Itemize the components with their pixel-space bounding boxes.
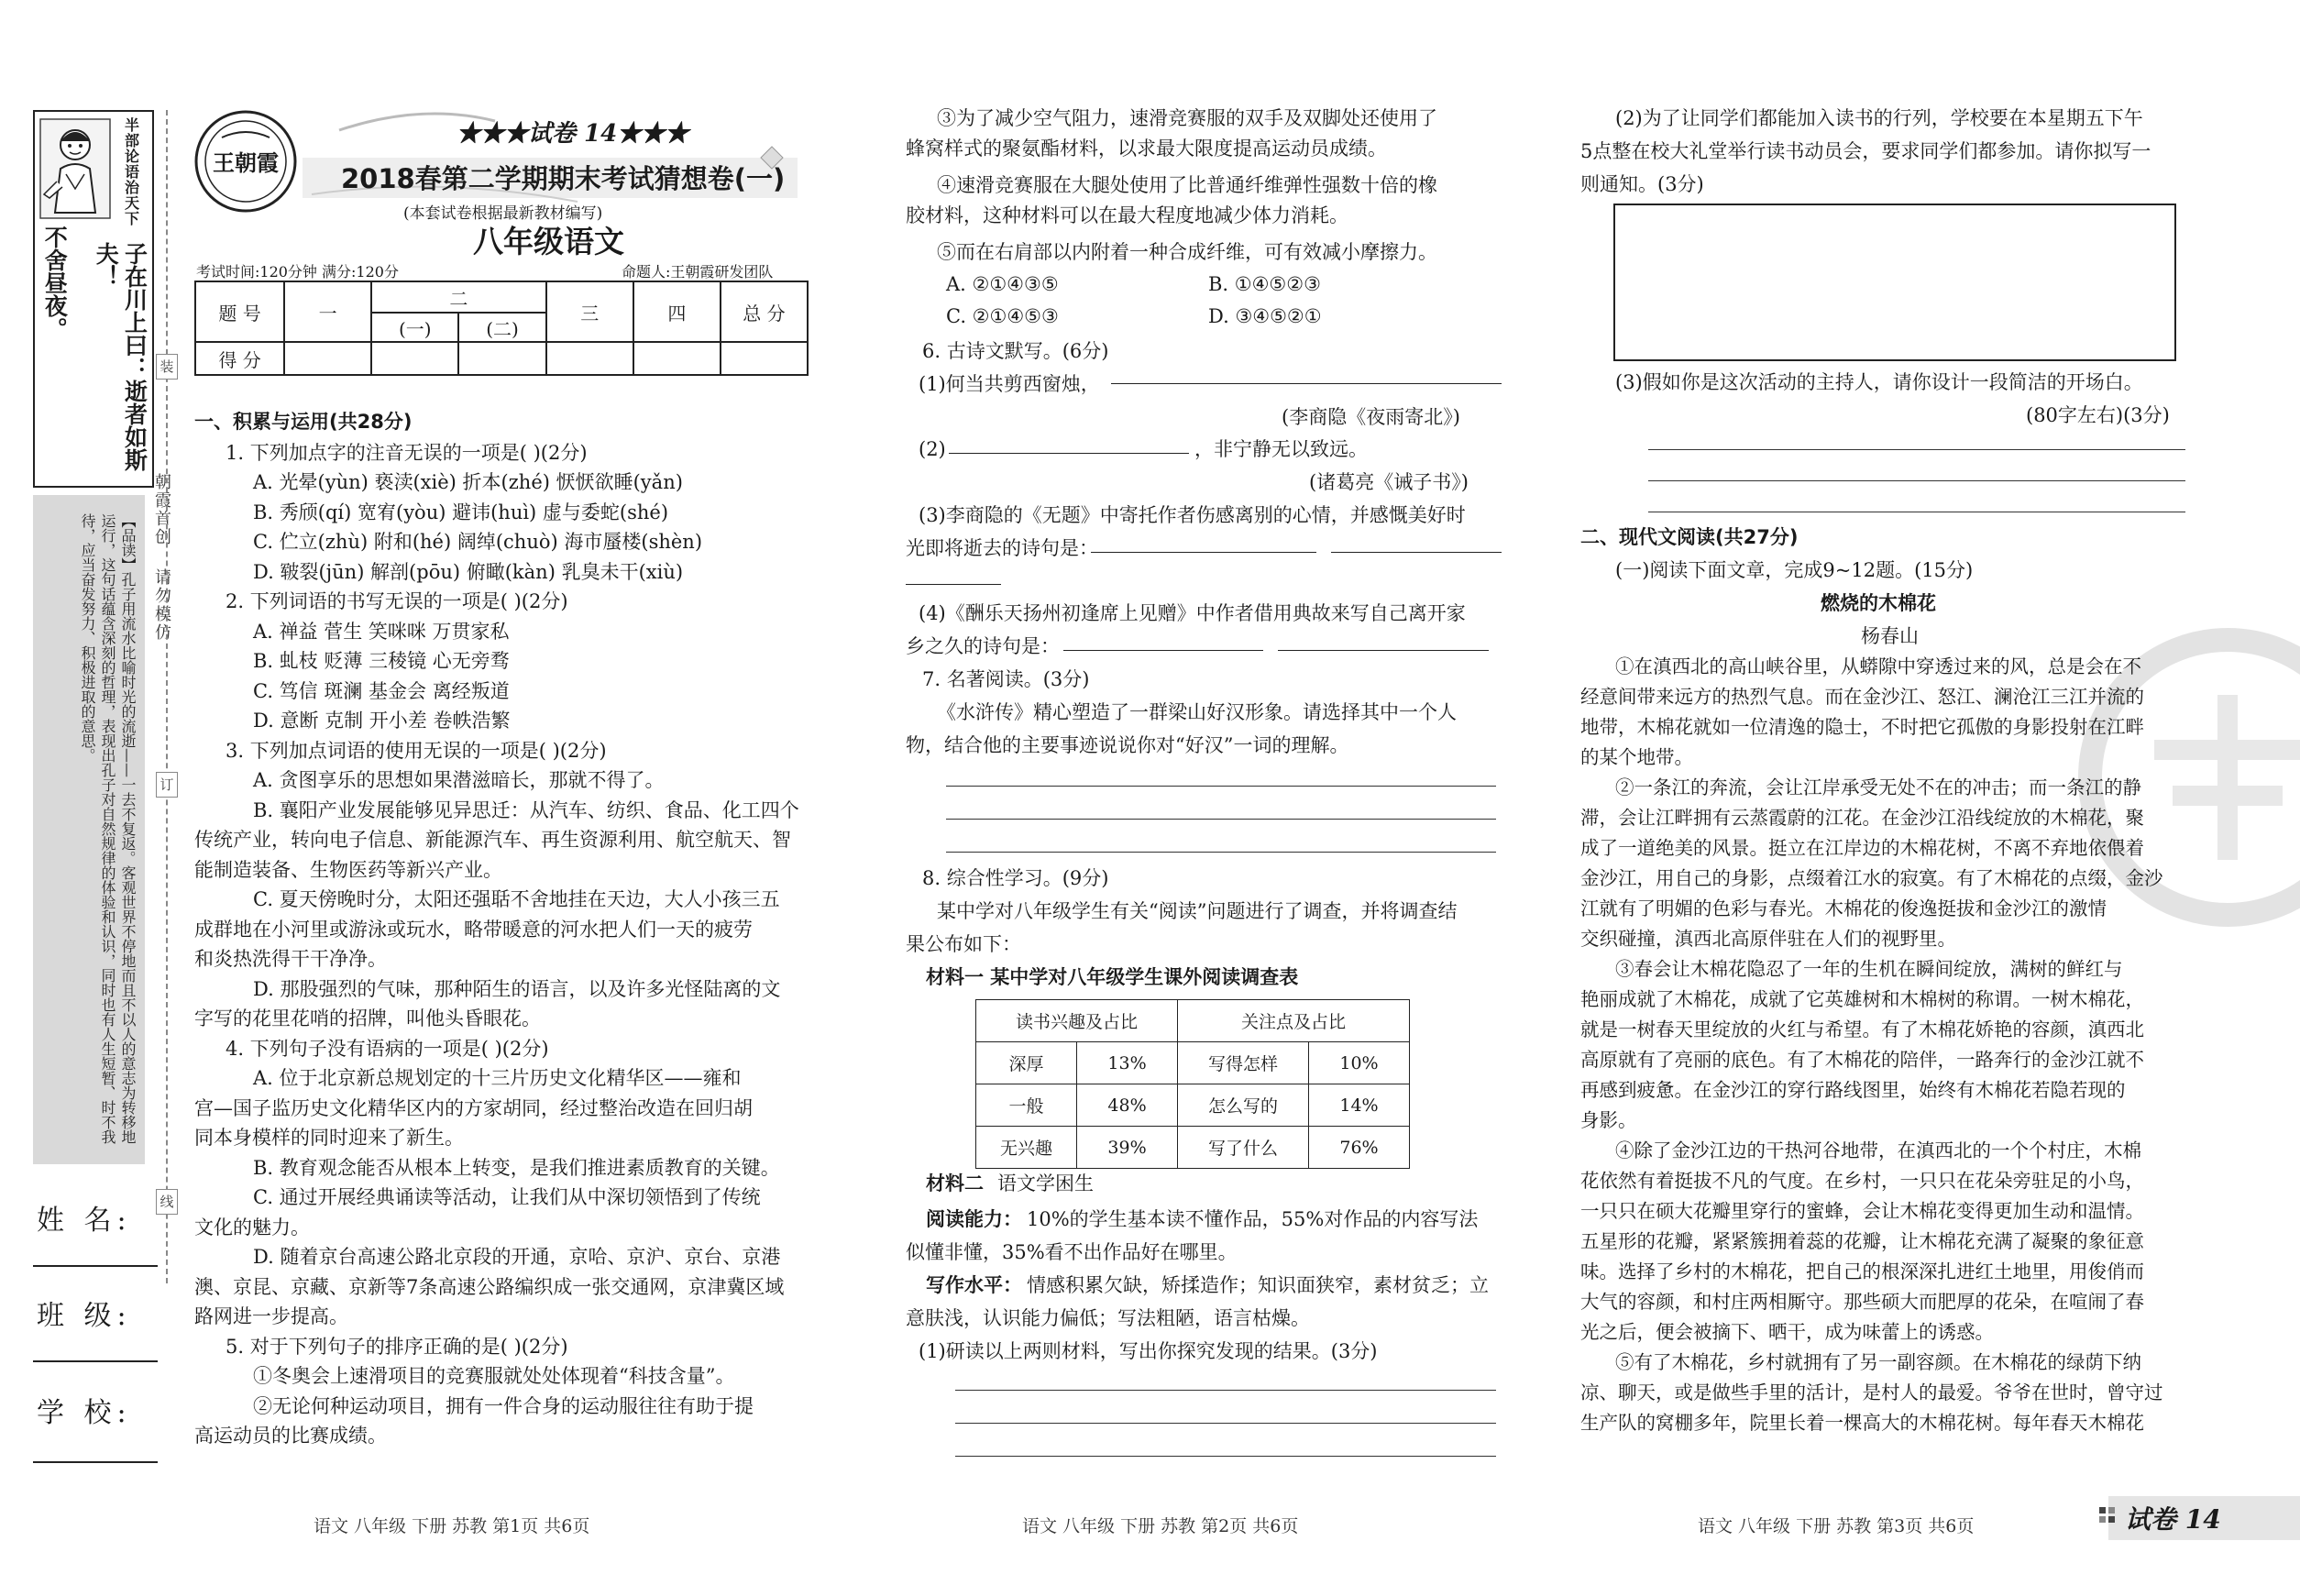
footer-page-2: 语文 八年级 下册 苏教 第2页 共6页 bbox=[1022, 1516, 1299, 1536]
text-line: 8. 综合性学习。(9分) bbox=[922, 867, 1109, 889]
quote-text: 子在川上曰：逝者如斯夫！ bbox=[93, 242, 149, 471]
text-line: B. 襄阳产业发展能够见异思迁：从汽车、纺织、食品、化工四个 bbox=[253, 799, 799, 821]
score-cell-total[interactable] bbox=[721, 342, 808, 375]
survey-cell: 怎么写的 bbox=[1178, 1084, 1309, 1127]
score-cell-4[interactable] bbox=[633, 342, 721, 375]
text-line: 似懂非懂，35%看不出作品好在哪里。 bbox=[906, 1241, 1238, 1263]
answer-line-8-2[interactable] bbox=[955, 1423, 1496, 1424]
answer-blank-6-4a[interactable] bbox=[1063, 650, 1263, 651]
side-note-2: 请勿模仿 bbox=[152, 568, 171, 642]
confucius-illustration bbox=[39, 117, 112, 220]
text-line: A. ②①④③⑤ bbox=[946, 273, 1059, 295]
text-line: 物，结合他的主要事迹说说你对“好汉”一词的理解。 bbox=[906, 734, 1349, 756]
exam-info: 考试时间:120分钟 满分:120分 bbox=[196, 263, 399, 281]
text-line: 一、积累与运用(共28分) bbox=[194, 411, 413, 433]
text-line: (4)《酬乐天扬州初逢席上见赠》中作者借用典故来写自己离开家 bbox=[919, 602, 1466, 624]
score-header-1: 一 bbox=[284, 281, 371, 342]
answer-blank-6-1[interactable] bbox=[1111, 383, 1502, 384]
analysis-text: 【品读】孔子用流水比喻时光的流逝——一去不复返。客观世界不停地而且不以人的意志为转移地运行，这句话蕴含深刻的哲理，表现出孔子对自然规律的体验和认识，同时也有人生短暂、时不我待，应当奋发努力、积极进取的意思。 bbox=[79, 513, 137, 1144]
answer-blank-6-3a[interactable] bbox=[1091, 552, 1316, 553]
answer-blank-6-3c[interactable] bbox=[906, 584, 1001, 585]
sidebar-quote-box bbox=[33, 110, 154, 488]
score-header-2: 二 bbox=[371, 281, 546, 313]
text-line: (3)假如你是这次活动的主持人，请你设计一段简洁的开场白。 bbox=[1615, 371, 2143, 393]
text-line: 路网进一步提高。 bbox=[194, 1305, 348, 1327]
survey-cell: 10% bbox=[1308, 1042, 1409, 1084]
score-cell-2a[interactable] bbox=[371, 342, 458, 375]
survey-cell: 76% bbox=[1308, 1127, 1409, 1169]
text-line: 写作水平： bbox=[926, 1274, 1022, 1296]
text-line: 情感积累欠缺，矫揉造作；知识面狭窄，素材贫乏；立 bbox=[1027, 1274, 1489, 1296]
score-cell-2b[interactable] bbox=[458, 342, 545, 375]
text-line: 大气的容颜，和村庄两相厮守。那些硕大而肥厚的花朵，在喧闹了春 bbox=[1580, 1291, 2144, 1313]
text-line: (2)为了让同学们都能加入读书的行列，学校要在本星期五下午 bbox=[1615, 107, 2143, 129]
text-line: 材料二 bbox=[926, 1172, 984, 1194]
name-label: 姓 名: bbox=[37, 1205, 132, 1237]
text-line: 就是一树春天里绽放的火红与希望。有了木棉花娇艳的容颜，滇西北 bbox=[1580, 1018, 2144, 1040]
text-line: D. 意断 克制 开小差 卷帙浩繁 bbox=[253, 710, 511, 732]
answer-line-8-3[interactable] bbox=[955, 1456, 1496, 1457]
text-line: ④速滑竞赛服在大腿处使用了比普通纤维弹性强数十倍的橡 bbox=[937, 174, 1437, 196]
survey-header-focus: 关注点及占比 bbox=[1178, 1000, 1410, 1042]
text-line: D. 那股强烈的气味，那种陌生的语言，以及许多光怪陆离的文 bbox=[253, 978, 781, 1000]
text-line: 阅读能力： bbox=[926, 1208, 1022, 1230]
text-line: 胶材料，这种材料可以在最大程度地减少体力消耗。 bbox=[906, 204, 1348, 226]
text-line: (2) bbox=[919, 438, 946, 460]
survey-cell: 写得怎样 bbox=[1178, 1042, 1309, 1084]
answer-line-7-1[interactable] bbox=[946, 786, 1496, 787]
survey-cell: 一般 bbox=[976, 1084, 1077, 1127]
text-line: 澳、京昆、京藏、京新等7条高速公路编织成一张交通网，京津冀区域 bbox=[194, 1276, 785, 1298]
score-header-label: 题 号 bbox=[195, 281, 284, 342]
exam-subtitle: (本套试卷根据最新教材编写) bbox=[403, 204, 603, 223]
text-line: 成了一道绝美的风景。挺立在江岸边的木棉花树，不离不弃地依偎着 bbox=[1580, 837, 2144, 859]
text-line: D. 皲裂(jūn) 解剖(pōu) 俯瞰(kàn) 乳臭未干(xiù) bbox=[253, 561, 684, 583]
notice-answer-box[interactable] bbox=[1613, 204, 2176, 361]
exam-title: 2018春第二学期期末考试猜想卷(一) bbox=[341, 163, 786, 194]
exam-author: 命题人:王朝霞研发团队 bbox=[622, 263, 774, 281]
corner-grid-icon bbox=[2099, 1507, 2116, 1524]
school-label: 学 校: bbox=[37, 1397, 132, 1429]
answer-line-8-3-1[interactable] bbox=[1648, 449, 2185, 450]
text-line: 花依然有着挺拔不凡的气度。在乡村，一只只在花朵旁驻足的小鸟， bbox=[1580, 1170, 2144, 1192]
text-line: 二、现代文阅读(共27分) bbox=[1580, 526, 1799, 548]
score-sub-1: (一) bbox=[371, 313, 458, 342]
text-line: 高运动员的比赛成绩。 bbox=[194, 1425, 387, 1447]
answer-blank-6-4b[interactable] bbox=[1278, 650, 1489, 651]
subject-title: 八年级语文 bbox=[473, 224, 624, 259]
score-sub-2: (二) bbox=[458, 313, 545, 342]
cut-mark-2: 订 bbox=[156, 772, 178, 798]
text-line: 高原就有了亮丽的底色。有了木棉花的陪伴，一路奔行的金沙江就不 bbox=[1580, 1049, 2144, 1071]
text-line: 7. 名著阅读。(3分) bbox=[922, 668, 1090, 690]
text-line: (诸葛亮《诫子书》) bbox=[1309, 471, 1469, 493]
publisher-logo bbox=[194, 110, 297, 213]
cut-line bbox=[166, 110, 168, 1283]
text-line: (3)李商隐的《无题》中寄托作者伤感离别的心情，并感慨美好时 bbox=[919, 504, 1466, 526]
survey-cell: 无兴趣 bbox=[976, 1127, 1077, 1169]
survey-header-interest: 读书兴趣及占比 bbox=[976, 1000, 1178, 1042]
survey-cell: 写了什么 bbox=[1178, 1127, 1309, 1169]
text-line: 《水浒传》精心塑造了一群梁山好汉形象。请选择其中一个人 bbox=[937, 701, 1457, 723]
side-note-1: 朝霞首创 bbox=[152, 473, 171, 546]
text-line: A. 光晕(yùn) 亵渎(xiè) 折本(zhé) 恹恹欲睡(yǎn) bbox=[253, 471, 683, 493]
text-line: B. ①④⑤②③ bbox=[1208, 273, 1321, 295]
answer-blank-6-2[interactable] bbox=[949, 453, 1189, 454]
text-line: (一)阅读下面文章，完成9~12题。(15分) bbox=[1615, 559, 1974, 581]
text-line: 材料一 某中学对八年级学生课外阅读调查表 bbox=[926, 966, 1299, 988]
text-line: 3. 下列加点词语的使用无误的一项是( )(2分) bbox=[226, 740, 607, 762]
text-line: 艳丽成就了木棉花，成就了它英雄树和木棉树的称谓。一树木棉花， bbox=[1580, 988, 2144, 1010]
text-line: 果公布如下： bbox=[906, 933, 1021, 955]
text-line: 能制造装备、生物医药等新兴产业。 bbox=[194, 859, 502, 881]
text-line: A. 位于北京新总规划定的十三片历史文化精华区——雍和 bbox=[253, 1067, 742, 1089]
paper-number: ★★★试卷 14★★★ bbox=[457, 120, 689, 148]
class-label: 班 级: bbox=[37, 1300, 132, 1332]
cut-mark-1: 装 bbox=[156, 354, 178, 380]
text-line: (李商隐《夜雨寄北》) bbox=[1282, 406, 1460, 428]
text-line: 身影。 bbox=[1580, 1109, 1637, 1131]
name-line[interactable] bbox=[33, 1265, 158, 1267]
text-line: A. 禅益 菅生 笑咪咪 万贯家私 bbox=[253, 621, 510, 643]
cut-mark-3: 线 bbox=[156, 1189, 178, 1215]
score-header-total: 总 分 bbox=[721, 281, 808, 342]
text-line: 和炎热洗得干干净净。 bbox=[194, 948, 387, 970]
text-line: 10%的学生基本读不懂作品，55%对作品的内容写法 bbox=[1027, 1208, 1479, 1230]
text-line: B. 秀颀(qí) 宽宥(yòu) 避讳(huì) 虚与委蛇(shé) bbox=[253, 501, 669, 523]
text-line: 的某个地带。 bbox=[1580, 746, 1693, 768]
text-line: D. 随着京台高速公路北京段的开通，京哈、京沪、京台、京港 bbox=[253, 1246, 781, 1268]
survey-cell: 深厚 bbox=[976, 1042, 1077, 1084]
text-line: 交织碰撞，滇西北高原伴驻在人们的视野里。 bbox=[1580, 928, 1956, 950]
corner-badge: 试卷 14 bbox=[2125, 1504, 2221, 1535]
text-line: B. 教育观念能否从根本上转变，是我们推进素质教育的关键。 bbox=[253, 1157, 780, 1179]
text-line: 1. 下列加点字的注音无误的一项是( )(2分) bbox=[226, 442, 588, 464]
survey-cell: 39% bbox=[1077, 1127, 1178, 1169]
text-line: B. 虬枝 贬薄 三稜镜 心无旁骛 bbox=[253, 650, 510, 672]
text-line: 燃烧的木棉花 bbox=[1821, 592, 1936, 614]
text-line: 文化的魅力。 bbox=[194, 1216, 310, 1238]
text-line: 一只只在硕大花瓣里穿行的蜜蜂，会让木棉花变得更加生动和温情。 bbox=[1580, 1200, 2144, 1222]
text-line: 再感到疲惫。在金沙江的穿行路线图里，始终有木棉花若隐若现的 bbox=[1580, 1079, 2126, 1101]
text-line: 4. 下列句子没有语病的一项是( )(2分) bbox=[226, 1038, 549, 1060]
answer-line-7-3[interactable] bbox=[946, 852, 1496, 853]
text-line: ②一条江的奔流，会让江岸承受无处不在的冲击；而一条江的静 bbox=[1615, 776, 2141, 798]
score-cell-3[interactable] bbox=[546, 342, 633, 375]
text-line: 语文学困生 bbox=[997, 1172, 1094, 1194]
text-line: 成群地在小河里或游泳或玩水，略带暖意的河水把人们一天的疲劳 bbox=[194, 919, 753, 941]
text-line: 光之后，便会被摘下、晒干，成为味蕾上的诱惑。 bbox=[1580, 1321, 1994, 1343]
text-line: 江就有了明媚的色彩与春光。木棉花的俊逸挺拔和金沙江的激情 bbox=[1580, 897, 2107, 919]
text-line: 杨春山 bbox=[1861, 625, 1919, 647]
text-line: 金沙江，用自己的身影，点缀着江水的寂寞。有了木棉花的点缀，金沙 bbox=[1580, 867, 2163, 889]
school-line[interactable] bbox=[33, 1461, 158, 1463]
text-line: ③春会让木棉花隐忍了一年的生机在瞬间绽放，满树的鲜红与 bbox=[1615, 958, 2123, 980]
text-line: 蜂窝样式的聚氨酯材料，以求最大限度提高运动员成绩。 bbox=[906, 138, 1387, 160]
text-line: C. ②①④⑤③ bbox=[946, 305, 1059, 327]
text-line: 则通知。(3分) bbox=[1580, 173, 1704, 195]
text-line: ⑤有了木棉花，乡村就拥有了另一副容颜。在木棉花的绿荫下纳 bbox=[1615, 1351, 2141, 1373]
text-line: 光即将逝去的诗句是： bbox=[906, 537, 1098, 559]
score-table bbox=[194, 281, 809, 376]
text-line: C. 伫立(zhù) 附和(hé) 阔绰(chuò) 海市蜃楼(shèn) bbox=[253, 531, 703, 553]
footer-page-1: 语文 八年级 下册 苏教 第1页 共6页 bbox=[314, 1516, 590, 1536]
text-line: 味。选择了乡村的木棉花，把自己的根深深扎进红土地里，用俊俏而 bbox=[1580, 1260, 2144, 1282]
text-line: ，非宁静无以致远。 bbox=[1194, 438, 1368, 460]
text-line: 滞，会让江畔拥有云蒸霞蔚的江花。在金沙江沿线绽放的木棉花，聚 bbox=[1580, 807, 2144, 829]
text-line: 经意间带来远方的热烈气息。而在金沙江、怒江、澜沧江三江并流的 bbox=[1580, 686, 2144, 708]
text-line: 某中学对八年级学生有关“阅读”问题进行了调查，并将调查结 bbox=[937, 900, 1458, 922]
text-line: 同本身模样的同时迎来了新生。 bbox=[194, 1127, 464, 1149]
answer-blank-6-3b[interactable] bbox=[1331, 552, 1502, 553]
text-line: ①冬奥会上速滑项目的竞赛服就处处体现着“科技含量”。 bbox=[253, 1365, 735, 1387]
score-header-4: 四 bbox=[633, 281, 721, 342]
survey-cell: 48% bbox=[1077, 1084, 1178, 1127]
text-line: (1)研读以上两则材料，写出你探究发现的结果。(3分) bbox=[919, 1340, 1378, 1362]
answer-line-7-2[interactable] bbox=[946, 819, 1496, 820]
text-line: 5. 对于下列句子的排序正确的是( )(2分) bbox=[226, 1336, 568, 1358]
class-line[interactable] bbox=[33, 1360, 158, 1362]
text-line: C. 夏天傍晚时分，太阳还强聒不舍地挂在天边，大人小孩三五 bbox=[253, 888, 780, 910]
survey-table bbox=[975, 999, 1410, 1169]
logo-text: 王朝霞 bbox=[213, 149, 279, 176]
text-line: ④除了金沙江边的干热河谷地带，在滇西北的一个个村庄，木棉 bbox=[1615, 1139, 2141, 1161]
badge-chars: 半 部 论 语 治 天 下 bbox=[124, 116, 139, 227]
text-line: A. 贪图享乐的思想如果潜滋暗长，那就不得了。 bbox=[253, 769, 665, 791]
text-line: 凉、聊天，或是做些手里的活计，是村人的最爱。爷爷在世时，曾守过 bbox=[1580, 1381, 2163, 1403]
text-line: ③为了减少空气阻力，速滑竞赛服的双手及双脚处还使用了 bbox=[937, 107, 1437, 129]
text-line: 2. 下列词语的书写无误的一项是( )(2分) bbox=[226, 590, 568, 612]
text-line: D. ③④⑤②① bbox=[1208, 305, 1322, 327]
text-line: 地带，木棉花就如一位清逸的隐士，不时把它孤傲的身影投射在江畔 bbox=[1580, 716, 2144, 738]
text-line: 生产队的窝棚多年，院里长着一棵高大的木棉花树。每年春天木棉花 bbox=[1580, 1412, 2144, 1434]
answer-line-8-3-2[interactable] bbox=[1648, 480, 2185, 481]
text-line: (1)何当共剪西窗烛， bbox=[919, 373, 1100, 395]
text-line: 意肤浅，认识能力偏低；写法粗陋，语言枯燥。 bbox=[906, 1307, 1310, 1329]
text-line: 宫—国子监历史文化精华区内的方家胡同，经过整治改造在回归胡 bbox=[194, 1097, 753, 1119]
score-header-3: 三 bbox=[546, 281, 633, 342]
motto-text: 不舍昼夜。 bbox=[41, 226, 69, 340]
text-line: ②无论何种运动项目，拥有一件合身的运动服往往有助于提 bbox=[253, 1395, 754, 1417]
text-line: 传统产业，转向电子信息、新能源汽车、再生资源利用、航空航天、智 bbox=[194, 829, 791, 851]
text-line: 5点整在校大礼堂举行读书动员会，要求同学们都参加。请你拟写一 bbox=[1580, 140, 2151, 162]
text-line: 字写的花里花哨的招牌，叫他头昏眼花。 bbox=[194, 1007, 541, 1029]
survey-cell: 13% bbox=[1077, 1042, 1178, 1084]
score-row-label: 得 分 bbox=[195, 342, 284, 375]
survey-cell: 14% bbox=[1308, 1084, 1409, 1127]
text-line: 乡之久的诗句是： bbox=[906, 635, 1060, 657]
text-line: ⑤而在右肩部以内附着一种合成纤维，可有效减小摩擦力。 bbox=[937, 241, 1437, 263]
text-line: C. 通过开展经典诵读等活动，让我们从中深切领悟到了传统 bbox=[253, 1186, 761, 1208]
score-cell-1[interactable] bbox=[284, 342, 371, 375]
text-line: C. 笃信 斑澜 基金会 离经叛道 bbox=[253, 680, 510, 702]
footer-page-3: 语文 八年级 下册 苏教 第3页 共6页 bbox=[1698, 1516, 1975, 1536]
text-line: 6. 古诗文默写。(6分) bbox=[922, 340, 1109, 362]
text-line: 五星形的花瓣，紧紧簇拥着蕊的花瓣，让木棉花充满了凝聚的象征意 bbox=[1580, 1230, 2144, 1252]
text-line: ①在滇西北的高山峡谷里，从蟒隙中穿透过来的风，总是会在不 bbox=[1615, 655, 2141, 677]
text-line: (80字左右)(3分) bbox=[2026, 404, 2170, 426]
answer-line-8-1[interactable] bbox=[955, 1390, 1496, 1391]
